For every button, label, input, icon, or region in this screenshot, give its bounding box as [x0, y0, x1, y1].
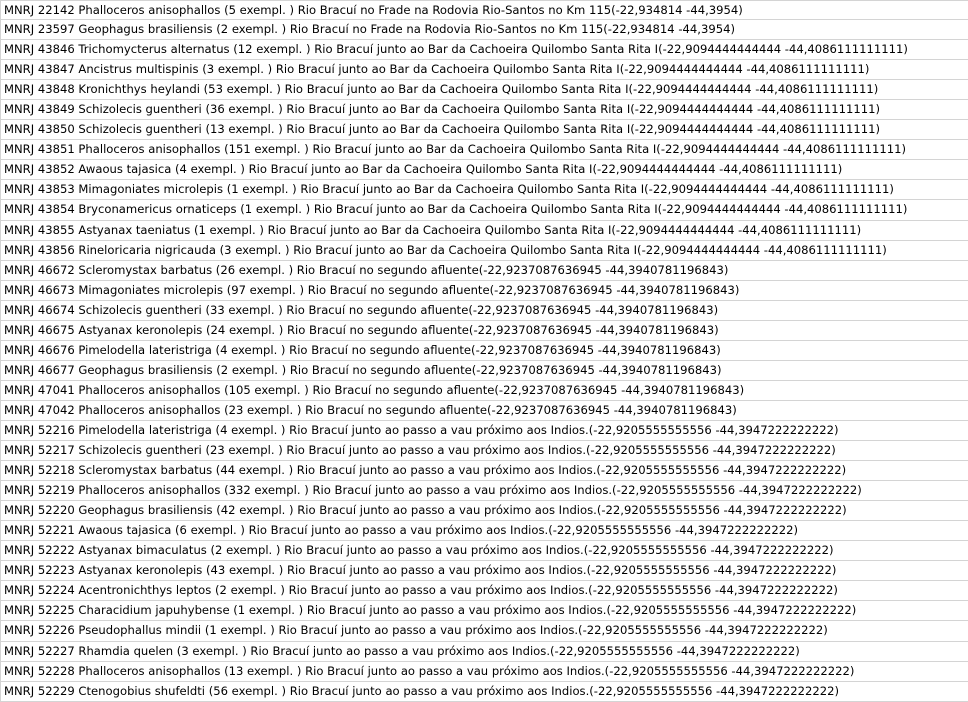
- table-row[interactable]: [1, 301, 968, 321]
- cell-text: MNRJ 43855 Astyanax taeniatus (1 exempl. ) Rio Bracuí junto ao Bar da Cachoeira Quilombo Santa Rita I(-22,9094444444444 -44,4086111111111): [4, 222, 862, 237]
- table-row[interactable]: [1, 261, 968, 281]
- table-row[interactable]: [1, 682, 968, 702]
- table-row[interactable]: [1, 100, 968, 120]
- table-row[interactable]: [1, 281, 968, 301]
- cell-text: MNRJ 43849 Schizolecis guentheri (36 exempl. ) Rio Bracuí junto ao Bar da Cachoeira Quilombo Santa Rita I(-22,9094444444444 -44,4086111111111): [4, 102, 881, 117]
- cell-text: MNRJ 52227 Rhamdia quelen (3 exempl. ) Rio Bracuí junto ao passo a vau próximo aos Indios.(-22,9205555555556 -44,3947222222222): [4, 643, 800, 658]
- cell-text: MNRJ 43846 Trichomycterus alternatus (12 exempl. ) Rio Bracuí junto ao Bar da Cachoeira Quilombo Santa Rita I(-22,9094444444444 -44,4086111111111): [4, 42, 908, 57]
- cell-text: MNRJ 43854 Bryconamericus ornaticeps (1 exempl. ) Rio Bracuí junto ao Bar da Cachoeira Quilombo Santa Rita I(-22,9094444444444 -44,4086111111111): [4, 202, 908, 217]
- cell-text: MNRJ 52224 Acentronichthys leptos (2 exempl. ) Rio Bracuí junto ao passo a vau próximo aos Indios.(-22,9205555555556 -44,3947222222222): [4, 583, 838, 598]
- cell-text: MNRJ 52219 Phalloceros anisophallos (332 exempl. ) Rio Bracuí junto ao passo a vau próximo aos Indios.(-22,9205555555556 -44,3947222222222): [4, 483, 862, 498]
- cell-text: MNRJ 46675 Astyanax keronolepis (24 exempl. ) Rio Bracuí no segundo afluente(-22,9237087636945 -44,3940781196843): [4, 322, 719, 337]
- cell-text: MNRJ 52226 Pseudophallus mindii (1 exempl. ) Rio Bracuí junto ao passo a vau próximo aos Indios.(-22,9205555555556 -44,3947222222222): [4, 623, 828, 638]
- table-row[interactable]: [1, 581, 968, 601]
- cell-text: MNRJ 46674 Schizolecis guentheri (33 exempl. ) Rio Bracuí no segundo afluente(-22,9237087636945 -44,3940781196843): [4, 302, 719, 317]
- table-row[interactable]: [1, 241, 968, 261]
- table-row[interactable]: [1, 221, 968, 241]
- table-row[interactable]: [1, 381, 968, 401]
- cell-text: MNRJ 52216 Pimelodella lateristriga (4 exempl. ) Rio Bracuí junto ao passo a vau próximo aos Indios.(-22,9205555555556 -44,3947222222222): [4, 422, 839, 437]
- table-row[interactable]: [1, 160, 968, 180]
- table-row[interactable]: [1, 361, 968, 381]
- table-row[interactable]: [1, 321, 968, 341]
- cell-text: MNRJ 43847 Ancistrus multispinis (3 exempl. ) Rio Bracuí junto ao Bar da Cachoeira Quilombo Santa Rita I(-22,9094444444444 -44,4086111111111): [4, 62, 870, 77]
- cell-text: MNRJ 47041 Phalloceros anisophallos (105 exempl. ) Rio Bracuí no segundo afluente(-22,9237087636945 -44,3940781196843): [4, 382, 745, 397]
- cell-text: MNRJ 43852 Awaous tajasica (4 exempl. ) Rio Bracuí junto ao Bar da Cachoeira Quilombo Santa Rita I(-22,9094444444444 -44,4086111111111): [4, 162, 843, 177]
- cell-text: MNRJ 47042 Phalloceros anisophallos (23 exempl. ) Rio Bracuí no segundo afluente(-22,9237087636945 -44,3940781196843): [4, 402, 737, 417]
- cell-text: MNRJ 52222 Astyanax bimaculatus (2 exempl. ) Rio Bracuí junto ao passo a vau próximo aos Indios.(-22,9205555555556 -44,3947222222222): [4, 543, 834, 558]
- row-list: [1, 0, 968, 702]
- cell-text: MNRJ 43851 Phalloceros anisophallos (151 exempl. ) Rio Bracuí junto ao Bar da Cachoeira Quilombo Santa Rita I(-22,9094444444444 -44,4086111111111): [4, 142, 907, 157]
- table-row[interactable]: [1, 20, 968, 40]
- cell-text: MNRJ 43850 Schizolecis guentheri (13 exempl. ) Rio Bracuí junto ao Bar da Cachoeira Quilombo Santa Rita I(-22,9094444444444 -44,4086111111111): [4, 122, 881, 137]
- table-row[interactable]: [1, 140, 968, 160]
- table-row[interactable]: [1, 341, 968, 361]
- table-row[interactable]: [1, 0, 968, 20]
- table-row[interactable]: [1, 541, 968, 561]
- cell-text: MNRJ 43856 Rineloricaria nigricauda (3 exempl. ) Rio Bracuí junto ao Bar da Cachoeira Quilombo Santa Rita I(-22,9094444444444 -44,4086111111111): [4, 242, 887, 257]
- cell-text: MNRJ 22142 Phalloceros anisophallos (5 exempl. ) Rio Bracuí no Frade na Rodovia Rio-Santos no Km 115(-22,934814 -44,3954): [4, 3, 743, 17]
- cell-text: MNRJ 52220 Geophagus brasiliensis (42 exempl. ) Rio Bracuí junto ao passo a vau próximo aos Indios.(-22,9205555555556 -44,3947222222222): [4, 503, 847, 518]
- table-row[interactable]: [1, 441, 968, 461]
- cell-text: MNRJ 52218 Scleromystax barbatus (44 exempl. ) Rio Bracuí junto ao passo a vau próximo aos Indios.(-22,9205555555556 -44,3947222222222): [4, 463, 847, 478]
- cell-text: MNRJ 43853 Mimagoniates microlepis (1 exempl. ) Rio Bracuí junto ao Bar da Cachoeira Quilombo Santa Rita I(-22,9094444444444 -44,4086111111111): [4, 182, 894, 197]
- table-row[interactable]: [1, 642, 968, 662]
- cell-text: MNRJ 52221 Awaous tajasica (6 exempl. ) Rio Bracuí junto ao passo a vau próximo aos Indios.(-22,9205555555556 -44,3947222222222): [4, 523, 798, 538]
- cell-text: MNRJ 46677 Geophagus brasiliensis (2 exempl. ) Rio Bracuí no segundo afluente(-22,9237087636945 -44,3940781196843): [4, 362, 722, 377]
- cell-text: MNRJ 23597 Geophagus brasiliensis (2 exempl. ) Rio Bracuí no Frade na Rodovia Rio-Santos no Km 115(-22,934814 -44,3954): [4, 22, 735, 37]
- cell-text: MNRJ 46673 Mimagoniates microlepis (97 exempl. ) Rio Bracuí no segundo afluente(-22,9237087636945 -44,3940781196843): [4, 282, 740, 297]
- table-row[interactable]: [1, 421, 968, 441]
- table-row[interactable]: [1, 40, 968, 60]
- cell-text: MNRJ 46676 Pimelodella lateristriga (4 exempl. ) Rio Bracuí no segundo afluente(-22,9237087636945 -44,3940781196843): [4, 342, 721, 357]
- table-row[interactable]: [1, 80, 968, 100]
- table-row[interactable]: [1, 60, 968, 80]
- cell-text: MNRJ 52217 Schizolecis guentheri (23 exempl. ) Rio Bracuí junto ao passo a vau próximo aos Indios.(-22,9205555555556 -44,3947222222222): [4, 443, 836, 458]
- table-row[interactable]: [1, 481, 968, 501]
- table-row[interactable]: [1, 501, 968, 521]
- cell-text: MNRJ 52229 Ctenogobius shufeldti (56 exempl. ) Rio Bracuí junto ao passo a vau próximo aos Indios.(-22,9205555555556 -44,3947222222222): [4, 683, 840, 698]
- cell-text: MNRJ 52228 Phalloceros anisophallos (13 exempl. ) Rio Bracuí junto ao passo a vau próximo aos Indios.(-22,9205555555556 -44,3947222222222): [4, 663, 855, 678]
- table-row[interactable]: [1, 662, 968, 682]
- cell-text: MNRJ 43848 Kronichthys heylandi (53 exempl. ) Rio Bracuí junto ao Bar da Cachoeira Quilombo Santa Rita I(-22,9094444444444 -44,4086111111111): [4, 82, 879, 97]
- cell-text: MNRJ 52223 Astyanax keronolepis (43 exempl. ) Rio Bracuí junto ao passo a vau próximo aos Indios.(-22,9205555555556 -44,3947222222222): [4, 563, 837, 578]
- table-row[interactable]: [1, 180, 968, 200]
- table-row[interactable]: [1, 621, 968, 641]
- table-row[interactable]: [1, 601, 968, 621]
- table-row[interactable]: [1, 521, 968, 541]
- table-row[interactable]: [1, 200, 968, 220]
- table-row[interactable]: [1, 401, 968, 421]
- cell-text: MNRJ 52225 Characidium japuhybense (1 exempl. ) Rio Bracuí junto ao passo a vau próximo aos Indios.(-22,9205555555556 -44,3947222222222): [4, 603, 857, 618]
- table-row[interactable]: [1, 461, 968, 481]
- table-row[interactable]: [1, 120, 968, 140]
- table-row[interactable]: [1, 561, 968, 581]
- cell-text: MNRJ 46672 Scleromystax barbatus (26 exempl. ) Rio Bracuí no segundo afluente(-22,9237087636945 -44,3940781196843): [4, 262, 729, 277]
